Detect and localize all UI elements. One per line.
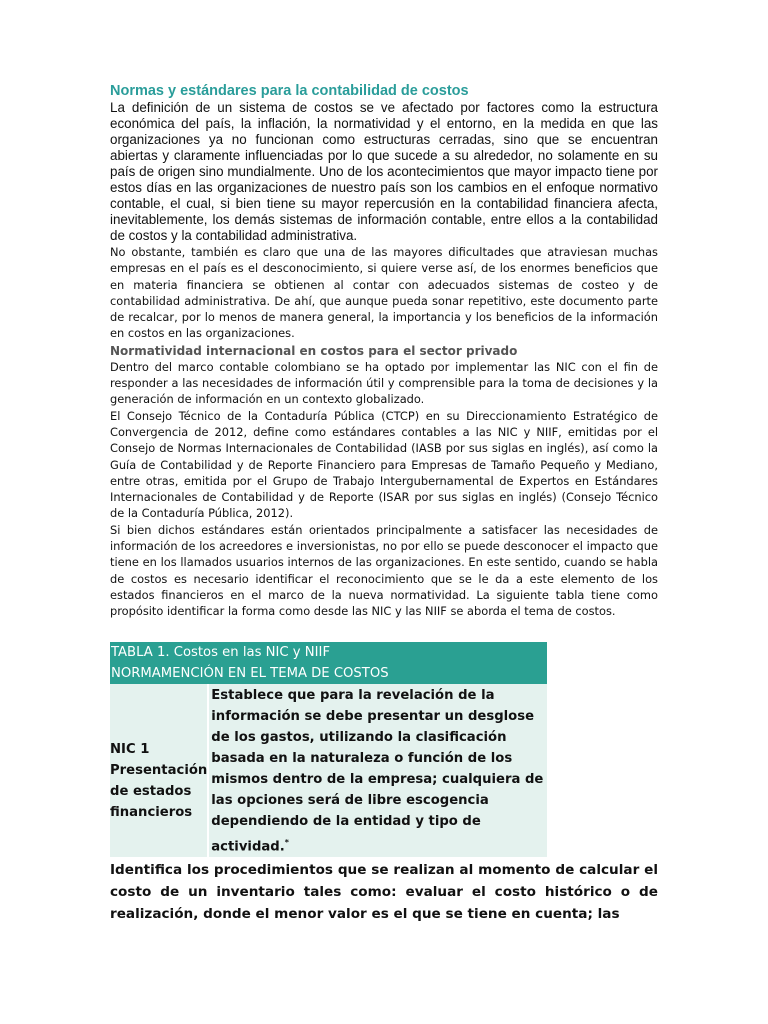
- intro-paragraph-1: La definición de un sistema de costos se ve afectado por factores como la estructura económica del país, la inflación, la normatividad y el entorno, en la medida en que las organizaciones ya no funcionan como estructuras cerradas, sino que se encuentran abiertas y claramente influenciadas por lo que sucede a su alrededor, no solamente en su país de origen sino mundialmente. Uno de los acontecimientos que mayor impacto tiene por estos días en las organizaciones de nuestro país son los cambios en el enfoque normativo contable, el cual, si bien tiene su mayor repercusión en la contabilidad financiera afecta, inevitablemente, los demás sistemas de información contable, entre ellos a la contabilidad de costos y la contabilidad administrativa.: [110, 100, 658, 243]
- table-row-cell: [208, 684, 547, 857]
- costs-table: [110, 642, 547, 857]
- intro-paragraph-2: No obstante, también es claro que una de las mayores dificultades que atraviesan muchas empresas en el país es el desconocimiento, si quiere verse así, de los enormes beneficios que en materia financiera se obtienen al contar con adecuados sistemas de costeo y de contabilidad administrativa. De ahí, que aunque pueda sonar repetitivo, este documento parte de recalcar, por lo menos de manera general, la importancia y los beneficios de la información en costos en las organizaciones.: [110, 245, 658, 341]
- table-header-row: [110, 663, 547, 684]
- after-table-paragraph: Identifica los procedimientos que se realizan al momento de calcular el costo de un inventario tales como: evaluar el costo histórico o de realización, donde el menor valor es el que se tiene en cuenta; las: [110, 861, 658, 922]
- document-title: Normas y estándares para la contabilidad de costos: [110, 83, 469, 99]
- section-subtitle: Normatividad internacional en costos para el sector privado: [110, 343, 518, 358]
- table-header: NORMAMENCIÓN EN EL TEMA DE COSTOS: [110, 663, 547, 684]
- table-row-footnote: *: [284, 837, 289, 847]
- document-page: [110, 82, 658, 925]
- table-caption: TABLA 1. Costos en las NIC y NIIF: [110, 642, 547, 663]
- table-row: [110, 684, 547, 857]
- body-paragraph-2: El Consejo Técnico de la Contaduría Pública (CTCP) en su Direccionamiento Estratégico de Convergencia de 2012, define como estándares contables a las NIC y NIIF, emitidas por el Consejo de Normas Internacionales de Contabilidad (IASB por sus siglas en inglés), así como la Guía de Contabilidad y de Reporte Financiero para Empresas de Tamaño Pequeño y Mediano, entre otras, emitida por el Grupo de Trabajo Intergubernamental de Expertos en Estándares Internacionales de Contabilidad y de Reporte (ISAR por sus siglas en inglés) (Consejo Técnico de la Contaduría Pública, 2012).: [110, 408, 658, 521]
- body-paragraph-3: Si bien dichos estándares están orientados principalmente a satisfacer las necesidades de información de los acreedores e inversionistas, no por ello se puede desconocer el impacto que tiene en los llamados usuarios internos de las organizaciones. En este sentido, cuando se habla de costos es necesario identificar el reconocimiento que se le da a este elemento de los estados financieros en el marco de la nueva normatividad. La siguiente tabla tiene como propósito identificar la forma como desde las NIC y las NIIF se aborda el tema de costos.: [110, 522, 658, 619]
- table-caption-row: [110, 642, 547, 663]
- body-paragraph-1: Dentro del marco contable colombiano se ha optado por implementar las NIC con el fin de responder a las necesidades de información útil y comprensible para la toma de decisiones y la generación de información en un contexto globalizado.: [110, 359, 658, 407]
- table-row-text: Establece que para la revelación de la información se debe presentar un desglose de los gastos, utilizando la clasificación basada en la naturaleza o función de los mismos dentro de la empresa; cualquiera de las opciones será de libre escogencia dependiendo de la entidad y tipo de actividad.: [211, 687, 544, 854]
- table-row-label: NIC 1 Presentación de estados financieros: [110, 684, 208, 857]
